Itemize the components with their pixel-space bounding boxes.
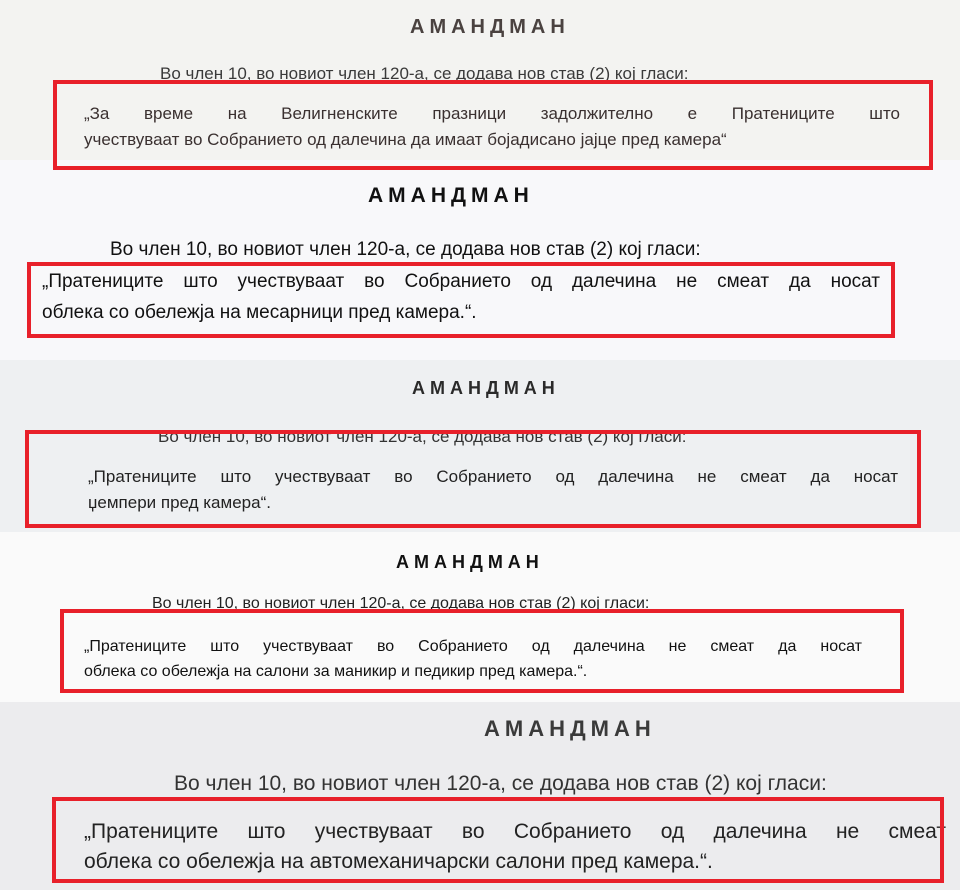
- highlight-box-5: [52, 797, 944, 883]
- amendment-intro: Во член 10, во новиот член 120-а, се додава нов став (2) кој гласи:: [174, 772, 827, 795]
- amendment-intro: Во член 10, во новиот член 120-а, се додава нов став (2) кој гласи:: [160, 64, 689, 83]
- amendment-title: АМАНДМАН: [396, 552, 544, 572]
- amendment-text-line-1: „За време на Велигненските празници задолжително е Пратениците што: [84, 104, 900, 123]
- highlight-box-3: [25, 430, 921, 528]
- amendment-text-line-2: облека со обележја на месарници пред камера.“.: [42, 302, 477, 323]
- highlight-box-4: [60, 609, 904, 693]
- amendment-text-line-2: облека со обележја на салони за маникир и педикир пред камера.“.: [84, 663, 588, 680]
- amendment-text-line-1: „Пратениците што учествуваат во Собранието од далечина не смеат: [84, 820, 946, 843]
- highlight-box-2: [27, 262, 895, 338]
- amendment-intro: Во член 10, во новиот член 120-а, се додава нов став (2) кој гласи:: [158, 427, 687, 446]
- highlight-box-1: [53, 80, 933, 170]
- amendment-text-line-2: облека со обележја на автомеханичарски салони пред камера.“.: [84, 850, 713, 873]
- amendment-title: АМАНДМАН: [368, 184, 534, 207]
- amendment-text-line-1: „Пратениците што учествуваат во Собранието од далечина не смеат да носат: [88, 467, 898, 486]
- amendment-text-line-2: џемпери пред камера“.: [88, 493, 271, 512]
- amendment-intro: Во член 10, во новиот член 120-а, се додава нов став (2) кој гласи:: [110, 239, 701, 260]
- amendment-title: АМАНДМАН: [484, 716, 656, 741]
- amendment-text-line-2: учествуваат во Собранието од далечина да имаат бојадисано јајце пред камера“: [84, 130, 727, 149]
- amendment-title: АМАНДМАН: [412, 378, 560, 398]
- amendment-intro: Во член 10, во новиот член 120-а, се додава нов став (2) кој гласи:: [152, 595, 650, 612]
- amendment-text-line-1: „Пратениците што учествуваат во Собранието од далечина не смеат да носат: [42, 271, 880, 292]
- amendment-text-line-1: „Пратениците што учествуваат во Собранието од далечина не смеат да носат: [84, 638, 862, 655]
- amendment-title: АМАНДМАН: [410, 16, 570, 38]
